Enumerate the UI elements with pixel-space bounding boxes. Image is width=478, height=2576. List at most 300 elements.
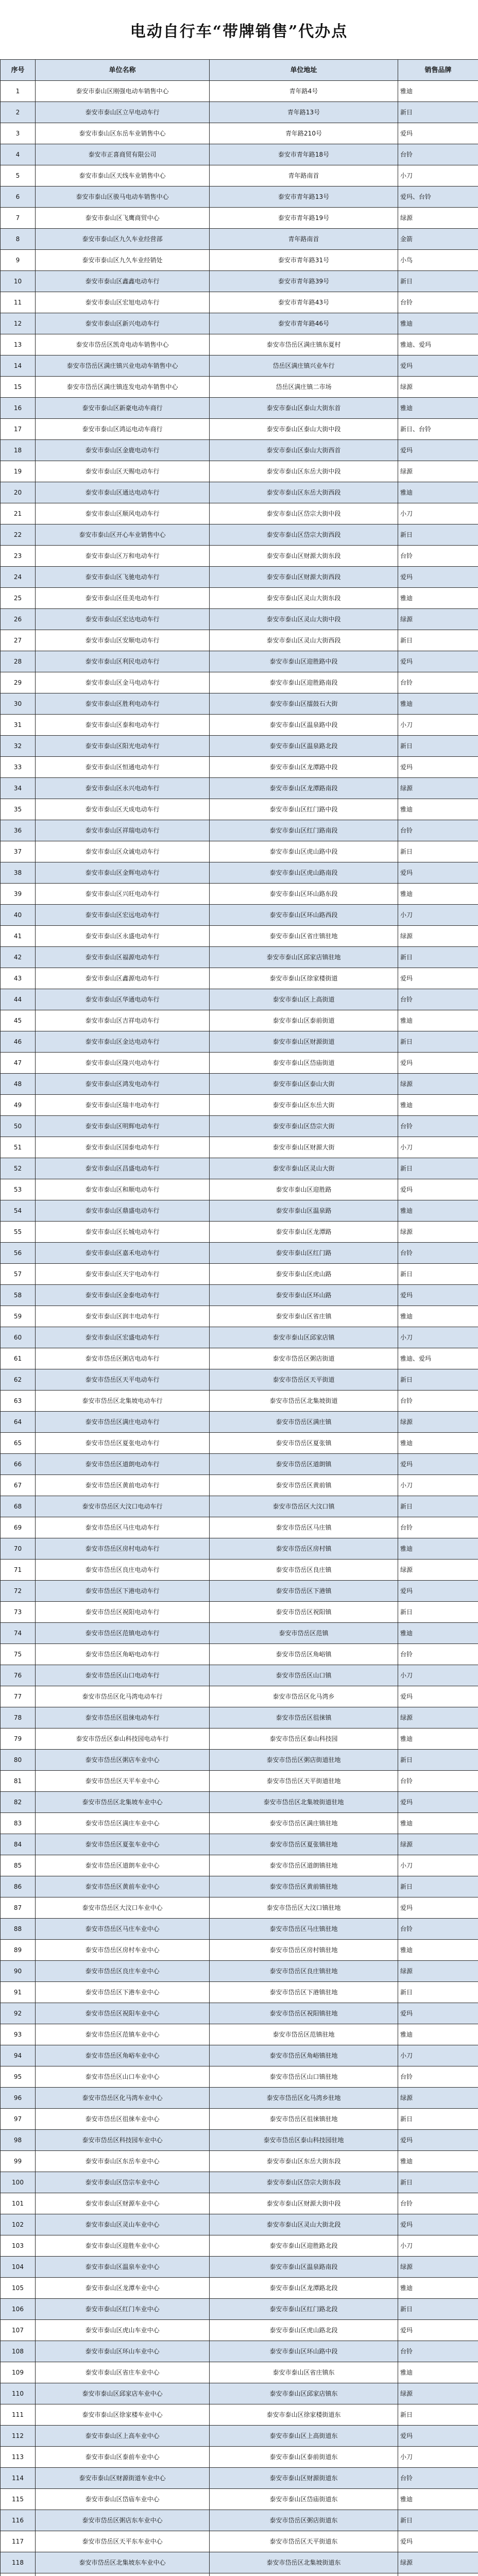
row-number: 66 — [1, 1454, 36, 1475]
dealer-name: 泰安市泰山区国泰电动车行 — [36, 1137, 210, 1158]
dealer-name: 泰安市泰山区瑞丰电动车行 — [36, 1095, 210, 1116]
row-number: 98 — [1, 2130, 36, 2151]
dealer-address: 泰安市泰山区省庄镇 — [210, 1306, 398, 1327]
dealer-name: 泰安市岱岳区徂徕电动车行 — [36, 1707, 210, 1728]
table-row — [1, 229, 478, 250]
sales-brand: 新日、台铃 — [398, 419, 478, 440]
dealer-name: 泰安市泰山区东岳车业中心 — [36, 2151, 210, 2172]
sales-brand: 台铃 — [398, 1644, 478, 1665]
dealer-address: 泰安市泰山区灵山大街东段 — [210, 588, 398, 609]
row-number: 93 — [1, 2024, 36, 2045]
sales-brand: 绿源 — [398, 461, 478, 482]
sales-brand: 台铃 — [398, 1919, 478, 1940]
row-number: 111 — [1, 2404, 36, 2426]
dealer-name: 泰安市岱岳区山口电动车行 — [36, 1665, 210, 1686]
row-number: 15 — [1, 377, 36, 398]
sales-brand: 雅迪、爱玛 — [398, 334, 478, 355]
dealer-name: 泰安市岱岳区房村车业中心 — [36, 1940, 210, 1961]
table-row — [1, 1771, 478, 1792]
dealer-address: 泰安市泰山区省庄镇东 — [210, 2362, 398, 2383]
sales-brand: 绿源 — [398, 2257, 478, 2278]
dealer-name: 泰安市岱岳区黄前车业中心 — [36, 1876, 210, 1897]
sales-brand: 爱玛 — [398, 2426, 478, 2447]
dealer-name: 泰安市泰山区金马电动车行 — [36, 672, 210, 693]
table-row — [1, 1538, 478, 1560]
dealer-address: 泰安市泰山区财源大街西段 — [210, 567, 398, 588]
dealer-address: 泰安市泰山区岱宗大街东段 — [210, 2172, 398, 2193]
table-row — [1, 1940, 478, 1961]
sales-brand: 爱玛、台铃 — [398, 187, 478, 208]
sales-brand: 新日 — [398, 2299, 478, 2320]
sales-brand: 爱玛 — [398, 440, 478, 461]
dealer-address: 泰安市泰山区环山路东段 — [210, 884, 398, 905]
dealer-name: 泰安市泰山区骏马电动车销售中心 — [36, 187, 210, 208]
table-row — [1, 2383, 478, 2404]
row-number: 3 — [1, 123, 36, 144]
table-row — [1, 123, 478, 144]
table-row — [1, 271, 478, 292]
dealer-address: 泰安市岱岳区道朗镇 — [210, 1454, 398, 1475]
table-row — [1, 208, 478, 229]
table-row — [1, 1074, 478, 1095]
table-row — [1, 2362, 478, 2383]
row-number: 81 — [1, 1771, 36, 1792]
sales-brand: 雅迪 — [398, 1306, 478, 1327]
table-row — [1, 524, 478, 546]
row-number: 50 — [1, 1116, 36, 1137]
row-number: 11 — [1, 292, 36, 313]
row-number: 17 — [1, 419, 36, 440]
row-number: 84 — [1, 1834, 36, 1855]
dealer-name: 泰安市泰山区金鹿电动车行 — [36, 440, 210, 461]
dealer-name: 泰安市泰山区和顺电动车行 — [36, 1179, 210, 1200]
sales-brand: 爱玛 — [398, 651, 478, 672]
dealer-name: 泰安市泰山区省庄车业中心 — [36, 2362, 210, 2383]
dealer-name: 泰安市泰山区安顺电动车行 — [36, 630, 210, 651]
dealer-name: 泰安市泰山区阳光电动车行 — [36, 736, 210, 757]
row-number: 101 — [1, 2193, 36, 2214]
dealer-address: 泰安市泰山区虎山路中段 — [210, 841, 398, 862]
table-row — [1, 81, 478, 102]
sales-brand: 雅迪 — [398, 693, 478, 715]
dealer-address: 泰安市泰山区红门路 — [210, 1243, 398, 1264]
dealer-address: 岱岳区满庄镇兴业车行 — [210, 355, 398, 377]
table-row — [1, 1728, 478, 1750]
row-number: 14 — [1, 355, 36, 377]
row-number: 95 — [1, 2066, 36, 2088]
table-row — [1, 2573, 478, 2576]
sales-brand: 爱玛 — [398, 1792, 478, 1813]
table-row — [1, 1686, 478, 1707]
dealer-address: 泰安市泰山区泰前街道 — [210, 1010, 398, 1031]
dealer-name: 泰安市泰山区鑫源电动车行 — [36, 968, 210, 989]
row-number: 91 — [1, 1982, 36, 2003]
dealer-name: 泰安市泰山区邱家店车业中心 — [36, 2383, 210, 2404]
row-number: 39 — [1, 884, 36, 905]
sales-brand: 爱玛 — [398, 1454, 478, 1475]
dealer-name: 泰安市泰山区永盛电动车行 — [36, 926, 210, 947]
row-number: 29 — [1, 672, 36, 693]
dealer-address: 泰安市青年路31号 — [210, 250, 398, 271]
table-row — [1, 778, 478, 799]
sales-brand: 新日 — [398, 1876, 478, 1897]
table-row — [1, 1116, 478, 1137]
dealer-address: 泰安市岱岳区大汶口镇 — [210, 1496, 398, 1517]
dealer-name: 泰安市泰山区顺风电动车行 — [36, 503, 210, 524]
table-row — [1, 2066, 478, 2088]
dealer-name: 泰安市泰山区利民电动车行 — [36, 651, 210, 672]
row-number: 99 — [1, 2151, 36, 2172]
sales-brand — [398, 2573, 478, 2576]
row-number: 63 — [1, 1391, 36, 1412]
dealer-name: 泰安市泰山区红门车业中心 — [36, 2299, 210, 2320]
table-row — [1, 2088, 478, 2109]
dealer-address — [210, 2573, 398, 2576]
dealer-name: 泰安市泰山区岱宗车业中心 — [36, 2172, 210, 2193]
table-row — [1, 1158, 478, 1179]
sales-brand: 新日 — [398, 947, 478, 968]
row-number: 52 — [1, 1158, 36, 1179]
row-number: 57 — [1, 1264, 36, 1285]
table-row — [1, 144, 478, 165]
dealer-name: 泰安市岱岳区满庄镇兴业电动车销售中心 — [36, 355, 210, 377]
row-number: 19 — [1, 461, 36, 482]
sales-brand: 雅迪 — [398, 1940, 478, 1961]
table-row — [1, 2426, 478, 2447]
row-number — [1, 2573, 36, 2576]
dealer-name: 泰安市泰山区天宇电动车行 — [36, 1264, 210, 1285]
table-row — [1, 1053, 478, 1074]
table-row — [1, 2510, 478, 2531]
sales-brand: 绿源 — [398, 1961, 478, 1982]
table-row — [1, 1412, 478, 1433]
dealer-name: 泰安市泰山区东岳车业销售中心 — [36, 123, 210, 144]
dealer-address: 青年路13号 — [210, 102, 398, 123]
row-number: 70 — [1, 1538, 36, 1560]
row-number: 106 — [1, 2299, 36, 2320]
row-number: 53 — [1, 1179, 36, 1200]
dealer-name: 泰安市泰山区宏旭电动车行 — [36, 292, 210, 313]
dealer-name: 泰安市泰山区宏达电动车行 — [36, 609, 210, 630]
sales-brand: 新日 — [398, 2172, 478, 2193]
dealer-address: 泰安市青年路13号 — [210, 187, 398, 208]
table-row — [1, 672, 478, 693]
table-row — [1, 968, 478, 989]
row-number: 105 — [1, 2278, 36, 2299]
sales-brand: 绿源 — [398, 1707, 478, 1728]
table-row — [1, 2468, 478, 2489]
dealer-name: 泰安市泰山区鑫鑫电动车行 — [36, 271, 210, 292]
table-row — [1, 1644, 478, 1665]
table-row — [1, 841, 478, 862]
dealer-name: 泰安市岱岳区化马湾电动车行 — [36, 1686, 210, 1707]
table-row — [1, 820, 478, 841]
dealer-address: 泰安市岱岳区山口镇驻地 — [210, 2066, 398, 2088]
row-number: 79 — [1, 1728, 36, 1750]
sales-brand: 爱玛 — [398, 2214, 478, 2235]
dealer-name: 泰安市泰山区兴旺电动车行 — [36, 884, 210, 905]
row-number: 109 — [1, 2362, 36, 2383]
row-number: 92 — [1, 2003, 36, 2024]
dealer-name: 泰安市岱岳区满庄镇连发电动车销售中心 — [36, 377, 210, 398]
row-number: 49 — [1, 1095, 36, 1116]
sales-brand: 小刀 — [398, 2447, 478, 2468]
table-row — [1, 2278, 478, 2299]
sales-brand: 台铃 — [398, 546, 478, 567]
sales-brand: 新日 — [398, 1982, 478, 2003]
row-number: 22 — [1, 524, 36, 546]
row-number: 26 — [1, 609, 36, 630]
sales-brand: 小刀 — [398, 1855, 478, 1876]
sales-brand: 爱玛 — [398, 968, 478, 989]
sales-brand: 雅迪 — [398, 1095, 478, 1116]
dealer-address: 泰安市青年路46号 — [210, 313, 398, 334]
row-number: 89 — [1, 1940, 36, 1961]
table-row — [1, 2257, 478, 2278]
sales-brand: 绿源 — [398, 1074, 478, 1095]
dealer-address: 泰安市岱岳区房村镇 — [210, 1538, 398, 1560]
dealer-address: 泰安市泰山区温泉路 — [210, 1200, 398, 1222]
dealer-name: 泰安市泰山区灵山车业中心 — [36, 2214, 210, 2235]
sales-brand: 小刀 — [398, 2045, 478, 2066]
row-number: 108 — [1, 2341, 36, 2362]
dealer-address: 泰安市岱岳区范镇 — [210, 1623, 398, 1644]
table-row — [1, 2151, 478, 2172]
row-number: 117 — [1, 2531, 36, 2552]
table-row — [1, 1369, 478, 1391]
row-number: 45 — [1, 1010, 36, 1031]
table-row — [1, 905, 478, 926]
table-row — [1, 2531, 478, 2552]
sales-brand: 小刀 — [398, 2235, 478, 2257]
table-row — [1, 2235, 478, 2257]
row-number: 6 — [1, 187, 36, 208]
row-number: 82 — [1, 1792, 36, 1813]
dealer-address: 泰安市泰山区岱宗大街 — [210, 1116, 398, 1137]
table-row — [1, 567, 478, 588]
table-row — [1, 884, 478, 905]
dealer-name: 泰安市泰山区胜利电动车行 — [36, 693, 210, 715]
row-number: 10 — [1, 271, 36, 292]
dealer-name: 泰安市泰山区飞驰电动车行 — [36, 567, 210, 588]
sales-brand: 台铃 — [398, 820, 478, 841]
dealer-name: 泰安市泰山区天赐电动车行 — [36, 461, 210, 482]
sales-brand: 爱玛 — [398, 1897, 478, 1919]
sales-brand: 新日 — [398, 1602, 478, 1623]
dealer-address: 泰安市青年路43号 — [210, 292, 398, 313]
row-number: 5 — [1, 165, 36, 187]
table-row — [1, 355, 478, 377]
table-row — [1, 1581, 478, 1602]
dealer-address: 泰安市泰山区龙潭路 — [210, 1222, 398, 1243]
row-number: 44 — [1, 989, 36, 1010]
row-number: 97 — [1, 2109, 36, 2130]
row-number: 107 — [1, 2320, 36, 2341]
row-number: 2 — [1, 102, 36, 123]
row-number: 33 — [1, 757, 36, 778]
dealer-address: 泰安市岱岳区马庄镇驻地 — [210, 1919, 398, 1940]
dealer-name: 泰安市泰山区岱庙车业中心 — [36, 2489, 210, 2510]
dealer-address: 泰安市泰山区财源大街中段 — [210, 2193, 398, 2214]
sales-brand: 雅迪 — [398, 2278, 478, 2299]
dealer-name: 泰安市泰山区徐家楼车业中心 — [36, 2404, 210, 2426]
dealer-address: 泰安市岱岳区夏张镇 — [210, 1433, 398, 1454]
sales-brand: 爱玛 — [398, 2531, 478, 2552]
dealer-name: 泰安市岱岳区徂徕车业中心 — [36, 2109, 210, 2130]
dealer-address: 泰安市岱岳区泰山科技园 — [210, 1728, 398, 1750]
dealer-name: 泰安市泰山区祥瑞电动车行 — [36, 820, 210, 841]
dealer-address: 泰安市泰山区灵山大街 — [210, 1158, 398, 1179]
dealer-name: 泰安市岱岳区大汶口车业中心 — [36, 1897, 210, 1919]
dealer-address: 泰安市泰山区东岳大街西段 — [210, 482, 398, 503]
sales-brand: 小刀 — [398, 503, 478, 524]
table-row — [1, 1961, 478, 1982]
dealer-address: 泰安市泰山区温泉路南段 — [210, 2257, 398, 2278]
sales-brand: 爱玛 — [398, 1179, 478, 1200]
dealer-name: 泰安市岱岳区良庄电动车行 — [36, 1560, 210, 1581]
row-number: 32 — [1, 736, 36, 757]
dealer-name: 泰安市泰山区财源街道车业中心 — [36, 2468, 210, 2489]
sales-brand: 新日 — [398, 102, 478, 123]
dealer-address: 泰安市岱岳区徂徕镇驻地 — [210, 2109, 398, 2130]
table-row — [1, 757, 478, 778]
table-row — [1, 1222, 478, 1243]
sales-brand: 雅迪 — [398, 313, 478, 334]
dealer-name: 泰安市岱岳区满庄电动车行 — [36, 1412, 210, 1433]
row-number: 18 — [1, 440, 36, 461]
table-row — [1, 799, 478, 820]
dealer-address: 泰安市泰山区灵山大街西段 — [210, 630, 398, 651]
sales-brand: 台铃 — [398, 1116, 478, 1137]
dealer-address: 泰安市泰山区岱庙街道东 — [210, 2489, 398, 2510]
dealer-address: 泰安市岱岳区天平街道东 — [210, 2531, 398, 2552]
sales-brand: 绿源 — [398, 377, 478, 398]
dealer-address: 泰安市岱岳区祝阳镇 — [210, 1602, 398, 1623]
dealer-address: 泰安市岱岳区角峪镇驻地 — [210, 2045, 398, 2066]
table-row — [1, 2003, 478, 2024]
table-row — [1, 1137, 478, 1158]
row-number: 80 — [1, 1750, 36, 1771]
dealer-name: 泰安市岱岳区房村电动车行 — [36, 1538, 210, 1560]
dealer-name: 泰安市泰山区财源车业中心 — [36, 2193, 210, 2214]
dealer-address: 泰安市泰山区财源大街东段 — [210, 546, 398, 567]
dealer-address: 泰安市岱岳区道朗镇驻地 — [210, 1855, 398, 1876]
row-number: 86 — [1, 1876, 36, 1897]
dealer-address: 泰安市泰山区泰山大街西首 — [210, 440, 398, 461]
sales-brand: 爱玛 — [398, 567, 478, 588]
dealer-name: 泰安市泰山区鸿发电动车行 — [36, 1074, 210, 1095]
table-row — [1, 630, 478, 651]
table-row — [1, 165, 478, 187]
sales-brand: 台铃 — [398, 1517, 478, 1538]
row-number: 20 — [1, 482, 36, 503]
dealer-name: 泰安市泰山区天线车业销售中心 — [36, 165, 210, 187]
dealer-name: 泰安市岱岳区天平电动车行 — [36, 1369, 210, 1391]
dealer-address: 泰安市泰山区上高街道 — [210, 989, 398, 1010]
table-row — [1, 1031, 478, 1053]
sales-brand: 绿源 — [398, 1834, 478, 1855]
row-number: 43 — [1, 968, 36, 989]
sales-brand: 台铃 — [398, 1391, 478, 1412]
row-number: 72 — [1, 1581, 36, 1602]
table-row — [1, 693, 478, 715]
dealer-name: 泰安市泰山区润丰电动车行 — [36, 1306, 210, 1327]
dealer-name: 泰安市泰山区温泉车业中心 — [36, 2257, 210, 2278]
row-number: 58 — [1, 1285, 36, 1306]
sales-brand: 雅迪 — [398, 2151, 478, 2172]
dealer-name: 泰安市泰山区恒通电动车行 — [36, 757, 210, 778]
row-number: 1 — [1, 81, 36, 102]
table-row — [1, 1306, 478, 1327]
dealer-name: 泰安市泰山区宏远电动车行 — [36, 905, 210, 926]
row-number: 65 — [1, 1433, 36, 1454]
sales-brand: 雅迪 — [398, 588, 478, 609]
dealer-address: 泰安市岱岳区下港镇 — [210, 1581, 398, 1602]
sales-brand: 新日 — [398, 1031, 478, 1053]
dealer-name: 泰安市岱岳区夏张车业中心 — [36, 1834, 210, 1855]
row-number: 9 — [1, 250, 36, 271]
dealer-name: 泰安市泰山区立早电动车行 — [36, 102, 210, 123]
table-row — [1, 2193, 478, 2214]
table-row — [1, 2299, 478, 2320]
dealer-name: 泰安市岱岳区北集坡东车业中心 — [36, 2552, 210, 2573]
row-number: 28 — [1, 651, 36, 672]
table-row — [1, 2320, 478, 2341]
dealer-name: 泰安市岱岳区山口车业中心 — [36, 2066, 210, 2088]
row-number: 102 — [1, 2214, 36, 2235]
sales-brand: 小刀 — [398, 165, 478, 187]
table-row — [1, 1264, 478, 1285]
sales-brand: 台铃 — [398, 2193, 478, 2214]
sales-brand: 绿源 — [398, 1560, 478, 1581]
table-row — [1, 2341, 478, 2362]
table-row — [1, 1517, 478, 1538]
dealer-address: 青年路4号 — [210, 81, 398, 102]
dealer-name: 泰安市岱岳区马庄电动车行 — [36, 1517, 210, 1538]
header-cell-brand: 销售品牌 — [398, 60, 478, 81]
sales-brand: 绿源 — [398, 2088, 478, 2109]
table-row — [1, 398, 478, 419]
table-row — [1, 1010, 478, 1031]
row-number: 67 — [1, 1475, 36, 1496]
sales-brand: 雅迪 — [398, 1200, 478, 1222]
dealer-address: 泰安市岱岳区黄前镇驻地 — [210, 1876, 398, 1897]
sales-brand: 绿源 — [398, 778, 478, 799]
dealer-name: 泰安市泰山区泰和电动车行 — [36, 715, 210, 736]
table-row — [1, 1285, 478, 1306]
sales-brand: 雅迪 — [398, 2489, 478, 2510]
dealer-address: 泰安市泰山区东岳大街东段 — [210, 2151, 398, 2172]
dealer-address: 泰安市岱岳区山口镇 — [210, 1665, 398, 1686]
row-number: 27 — [1, 630, 36, 651]
dealer-name: 泰安市泰山区众诚电动车行 — [36, 841, 210, 862]
table-row — [1, 1602, 478, 1623]
sales-brand: 绿源 — [398, 2552, 478, 2573]
dealer-name: 泰安市泰山区隆兴电动车行 — [36, 1053, 210, 1074]
table-row — [1, 1179, 478, 1200]
row-number: 36 — [1, 820, 36, 841]
sales-brand: 新日 — [398, 1158, 478, 1179]
sales-brand: 小刀 — [398, 1137, 478, 1158]
dealer-address: 泰安市岱岳区徂徕镇 — [210, 1707, 398, 1728]
dealer-address: 泰安市岱岳区泰山科技园驻地 — [210, 2130, 398, 2151]
dealer-address: 泰安市泰山区邱家店镇驻地 — [210, 947, 398, 968]
dealer-name: 泰安市泰山区明辉电动车行 — [36, 1116, 210, 1137]
table-row — [1, 651, 478, 672]
sales-brand: 台铃 — [398, 2468, 478, 2489]
dealer-name: 泰安市岱岳区大汶口电动车行 — [36, 1496, 210, 1517]
table-row — [1, 482, 478, 503]
